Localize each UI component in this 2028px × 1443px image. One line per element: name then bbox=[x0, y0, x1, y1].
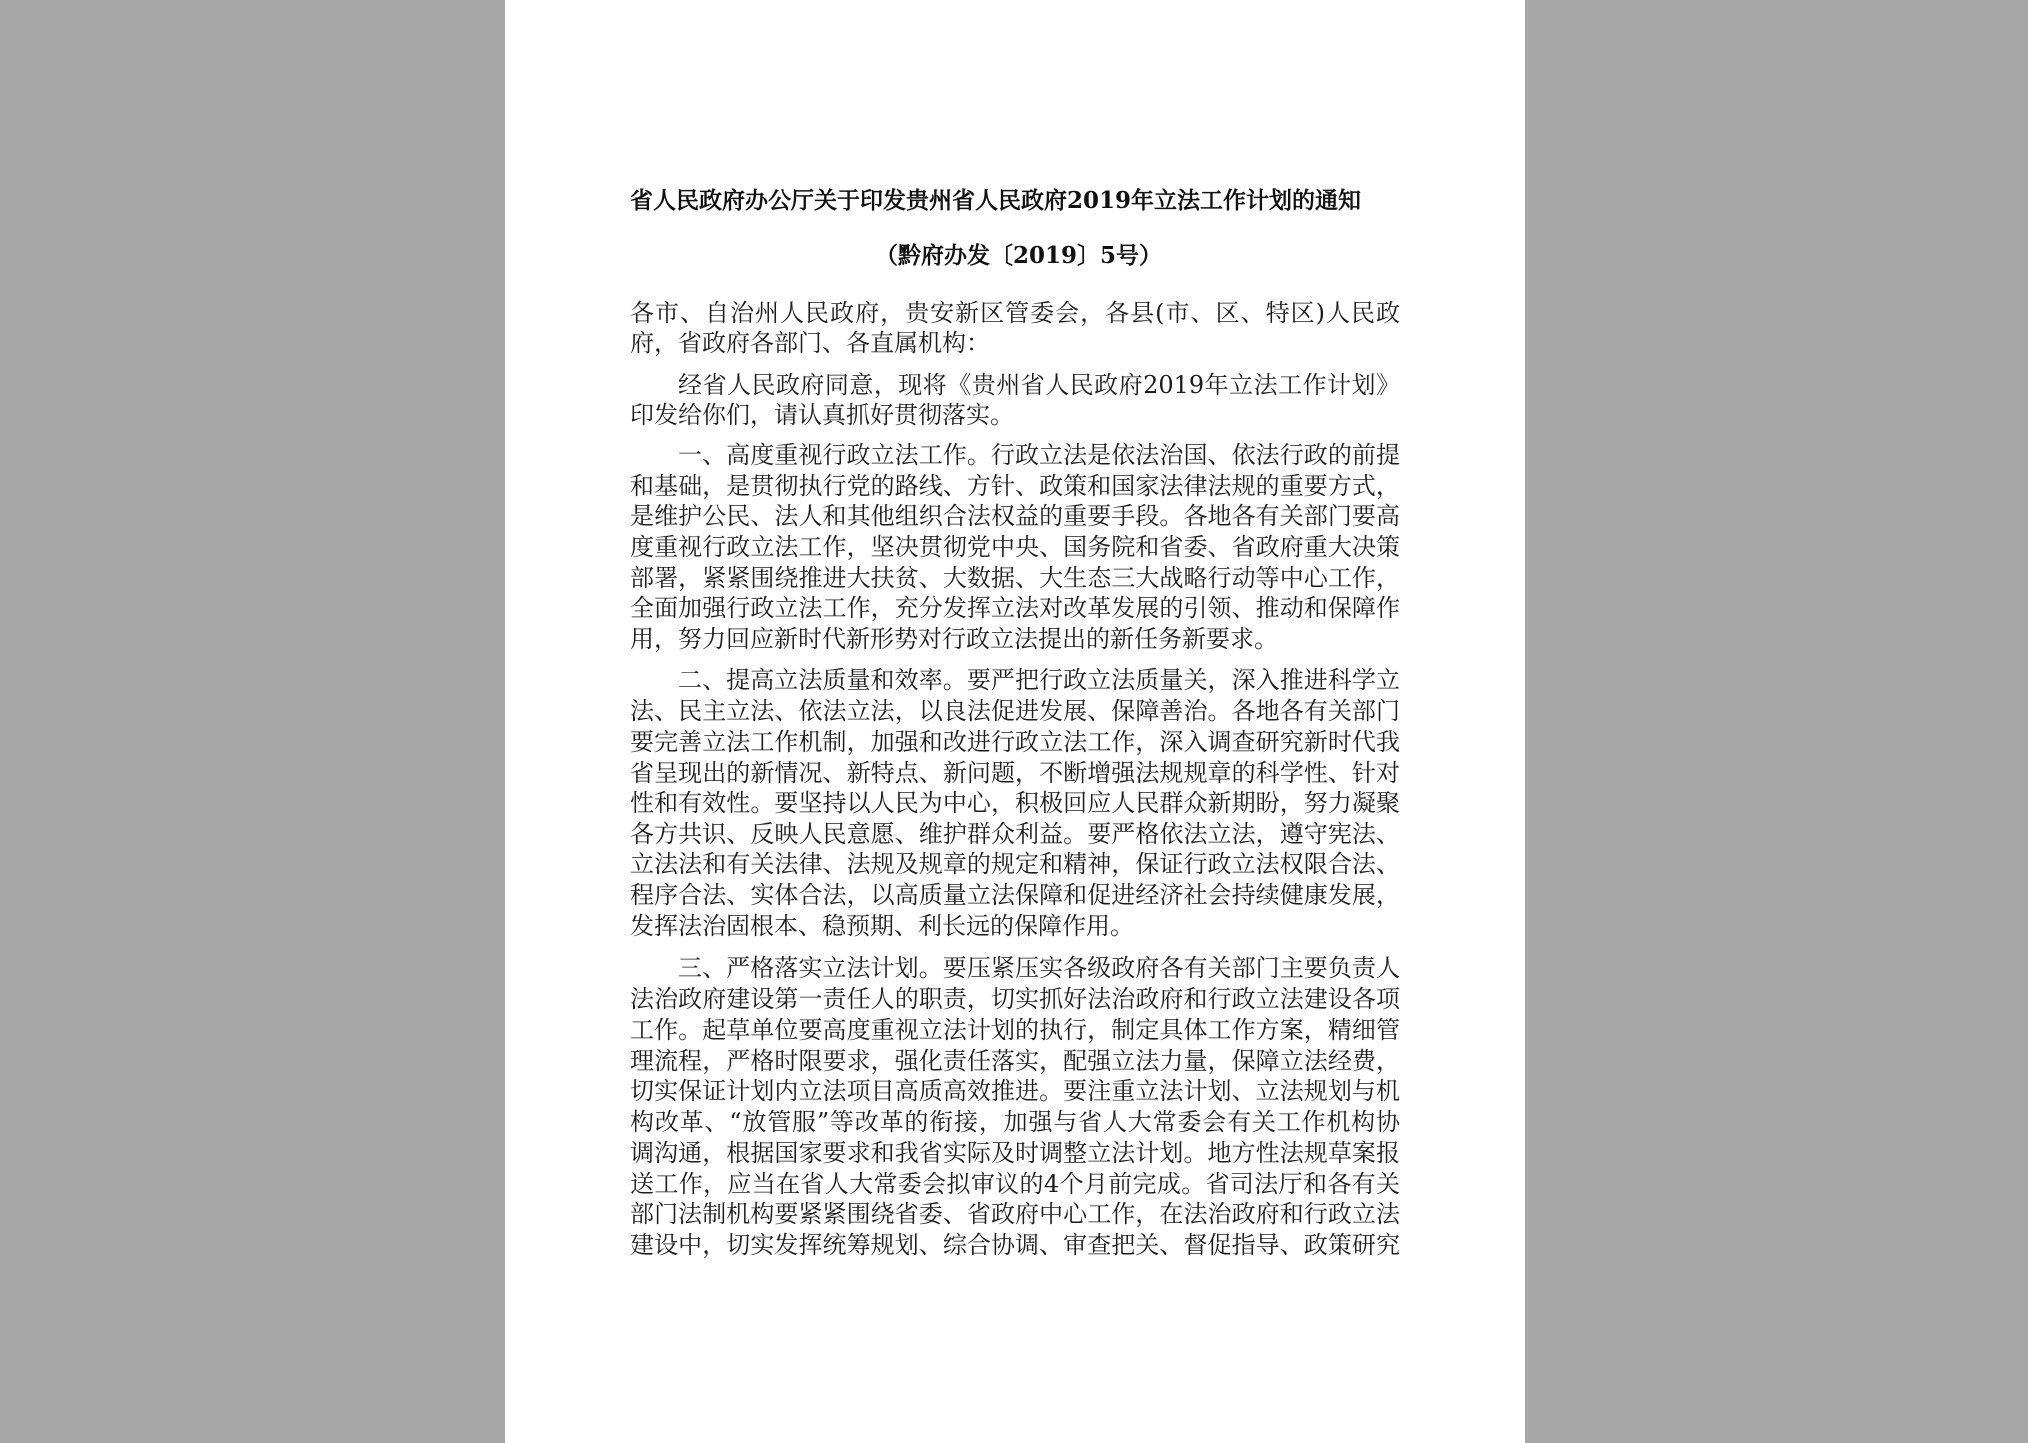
text-line: 和基础，是贯彻执行党的路线、方针、政策和国家法律法规的重要方式， bbox=[630, 472, 1400, 500]
text-line: 经省人民政府同意，现将《贵州省人民政府2019年立法工作计划》 bbox=[678, 371, 1400, 399]
text-line: 建设中，切实发挥统筹规划、综合协调、审查把关、督促指导、政策研究 bbox=[630, 1231, 1400, 1259]
text-line: 法治政府建设第一责任人的职责，切实抓好法治政府和行政立法建设各项 bbox=[630, 985, 1400, 1013]
text-line: 工作。起草单位要高度重视立法计划的执行，制定具体工作方案，精细管 bbox=[630, 1016, 1400, 1044]
text-line: 省呈现出的新情况、新特点、新问题，不断增强法规规章的科学性、针对 bbox=[630, 759, 1400, 787]
document-title: 省人民政府办公厅关于印发贵州省人民政府2019年立法工作计划的通知 bbox=[630, 187, 1362, 214]
text-line: 切实保证计划内立法项目高质高效推进。要注重立法计划、立法规划与机 bbox=[630, 1077, 1400, 1105]
text-line: 构改革、“放管服”等改革的衔接，加强与省人大常委会有关工作机构协 bbox=[630, 1108, 1400, 1136]
text-line: 二、提高立法质量和效率。要严把行政立法质量关，深入推进科学立 bbox=[678, 666, 1400, 694]
text-line: 各方共识、反映人民意愿、维护群众利益。要严格依法立法，遵守宪法、 bbox=[630, 820, 1400, 848]
text-line: 部署，紧紧围绕推进大扶贫、大数据、大生态三大战略行动等中心工作， bbox=[630, 564, 1400, 592]
text-line: 性和有效性。要坚持以人民为中心，积极回应人民群众新期盼，努力凝聚 bbox=[630, 789, 1400, 817]
text-line: 送工作，应当在省人大常委会拟审议的4个月前完成。省司法厅和各有关 bbox=[630, 1170, 1400, 1198]
text-line: 用，努力回应新时代新形势对行政立法提出的新任务新要求。 bbox=[630, 625, 1278, 653]
text-line: 发挥法治固根本、稳预期、利长远的保障作用。 bbox=[630, 912, 1134, 940]
document-number: （黔府办发〔2019〕5号） bbox=[875, 242, 1163, 269]
addressee-line: 各市、自治州人民政府，贵安新区管委会，各县(市、区、特区)人民政 bbox=[630, 299, 1400, 327]
text-line: 三、严格落实立法计划。要压紧压实各级政府各有关部门主要负责人 bbox=[678, 954, 1400, 982]
text-line: 全面加强行政立法工作，充分发挥立法对改革发展的引领、推动和保障作 bbox=[630, 594, 1400, 622]
text-line: 是维护公民、法人和其他组织合法权益的重要手段。各地各有关部门要高 bbox=[630, 502, 1400, 530]
text-line: 理流程，严格时限要求，强化责任落实，配强立法力量，保障立法经费， bbox=[630, 1047, 1400, 1075]
text-line: 度重视行政立法工作，坚决贯彻党中央、国务院和省委、省政府重大决策 bbox=[630, 533, 1400, 561]
text-line: 立法法和有关法律、法规及规章的规定和精神，保证行政立法权限合法、 bbox=[630, 850, 1400, 878]
text-line: 法、民主立法、依法立法，以良法促进发展、保障善治。各地各有关部门 bbox=[630, 697, 1400, 725]
text-line: 要完善立法工作机制，加强和改进行政立法工作，深入调查研究新时代我 bbox=[630, 728, 1400, 756]
addressee-line: 府，省政府各部门、各直属机构： bbox=[630, 329, 990, 357]
text-line: 调沟通，根据国家要求和我省实际及时调整立法计划。地方性法规草案报 bbox=[630, 1139, 1400, 1167]
text-line: 印发给你们，请认真抓好贯彻落实。 bbox=[630, 401, 1014, 429]
text-line: 程序合法、实体合法，以高质量立法保障和促进经济社会持续健康发展， bbox=[630, 881, 1400, 909]
document-page bbox=[505, 0, 1525, 1443]
text-line: 部门法制机构要紧紧围绕省委、省政府中心工作，在法治政府和行政立法 bbox=[630, 1200, 1400, 1228]
text-line: 一、高度重视行政立法工作。行政立法是依法治国、依法行政的前提 bbox=[678, 441, 1400, 469]
